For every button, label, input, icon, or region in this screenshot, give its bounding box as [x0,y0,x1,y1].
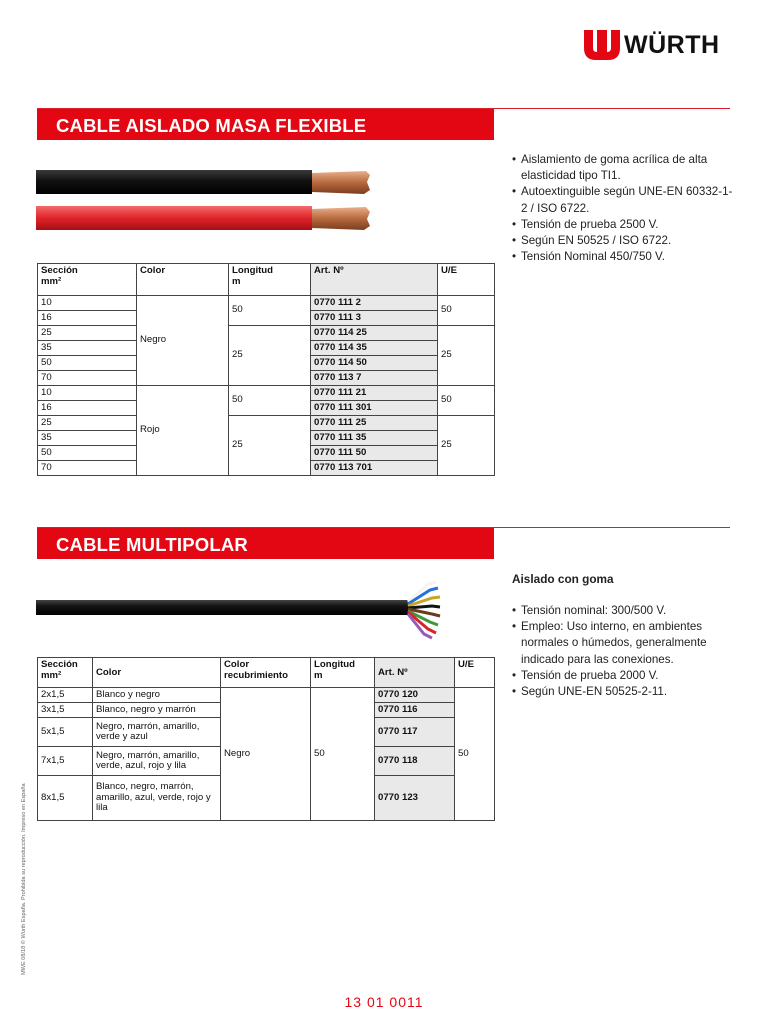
table-row: 5x1,5 Negro, marrón, amarillo, verde y azul 0770 117 [38,718,495,747]
table-header [38,264,495,296]
table-row: 25 25 0770 114 25 25 [38,326,495,341]
color-cell: Rojo [137,386,229,476]
table-row: 70 0770 113 701 [38,461,495,476]
section1-banner [37,109,494,140]
header-color: Color [93,658,221,688]
section1-title: CABLE AISLADO MASA FLEXIBLE [56,115,367,136]
table-row: 50 0770 111 50 [38,446,495,461]
section2-title: CABLE MULTIPOLAR [56,534,248,555]
brand-name: WÜRTH [624,31,720,59]
table-header [38,658,495,688]
header-seccion: Sección mm² [38,264,137,296]
table-row: 25 25 0770 111 25 25 [38,416,495,431]
table-row: 70 0770 113 7 [38,371,495,386]
section2-subtitle: Aislado con goma [512,572,614,586]
table-row: 35 0770 111 35 [38,431,495,446]
header-longitud: Longitud m [311,658,375,688]
table-row: 10 Negro 50 0770 111 2 50 [38,296,495,311]
header-ue: U/E [438,264,495,296]
table-row: 8x1,5 Blanco, negro, marrón, amarillo, azul, verde, rojo y lila 0770 123 [38,776,495,821]
copyright-sidebar: MWE 08/18 © Würth España. Prohibida su reproducción. Impreso en España [21,783,27,975]
table-row: 16 0770 111 3 [38,311,495,326]
recubrimiento-cell: Negro [221,688,311,821]
longitud-cell: 50 [311,688,375,821]
section2-banner [37,528,494,559]
wurth-logo-icon [584,30,620,60]
feature-item: • Tensión de prueba 2500 V. [512,217,737,233]
feature-item: • Aislamiento de goma acrílica de alta elasticidad tipo TI1. [512,152,737,184]
multipolar-cable-table [37,657,495,821]
feature-item: • Autoextinguible según UNE-EN 60332-1-2 / ISO 6722. [512,184,737,216]
feature-item: • Empleo: Uso interno, en ambientes normales o húmedos, generalmente indicado para las conexiones. [512,619,737,668]
feature-item: • Según EN 50525 / ISO 6722. [512,233,737,249]
table-row: 50 0770 114 50 [38,356,495,371]
section2-features [512,603,737,700]
feature-item: • Tensión de prueba 2000 V. [512,668,737,684]
header-recubrimiento: Color recubrimiento [221,658,311,688]
table-row: 2x1,5 Blanco y negro Negro 50 0770 120 50 [38,688,495,703]
header-art: Art. Nº [375,658,455,688]
flexible-cables-image [36,164,376,240]
header-ue: U/E [455,658,495,688]
feature-item: • Tensión Nominal 450/750 V. [512,249,737,265]
wurth-logo [584,30,734,62]
section1-features [512,152,737,265]
color-cell: Negro [137,296,229,386]
feature-item: • Según UNE-EN 50525-2-11. [512,684,737,700]
table-row: 3x1,5 Blanco, negro y marrón 0770 116 [38,703,495,718]
table-row: 16 0770 111 301 [38,401,495,416]
table-row: 7x1,5 Negro, marrón, amarillo, verde, azul, rojo y lila 0770 118 [38,747,495,776]
header-art: Art. Nº [311,264,438,296]
page-number: 13 01 0011 [344,994,424,1010]
feature-item: • Tensión nominal: 300/500 V. [512,603,737,619]
header-longitud: Longitud m [229,264,311,296]
ue-cell: 50 [455,688,495,821]
header-color: Color [137,264,229,296]
table-row: 10 Rojo 50 0770 111 21 50 [38,386,495,401]
multipolar-cable-image [36,578,446,640]
flexible-cable-table [37,263,495,476]
header-seccion: Sección mm² [38,658,93,688]
table-row: 35 0770 114 35 [38,341,495,356]
